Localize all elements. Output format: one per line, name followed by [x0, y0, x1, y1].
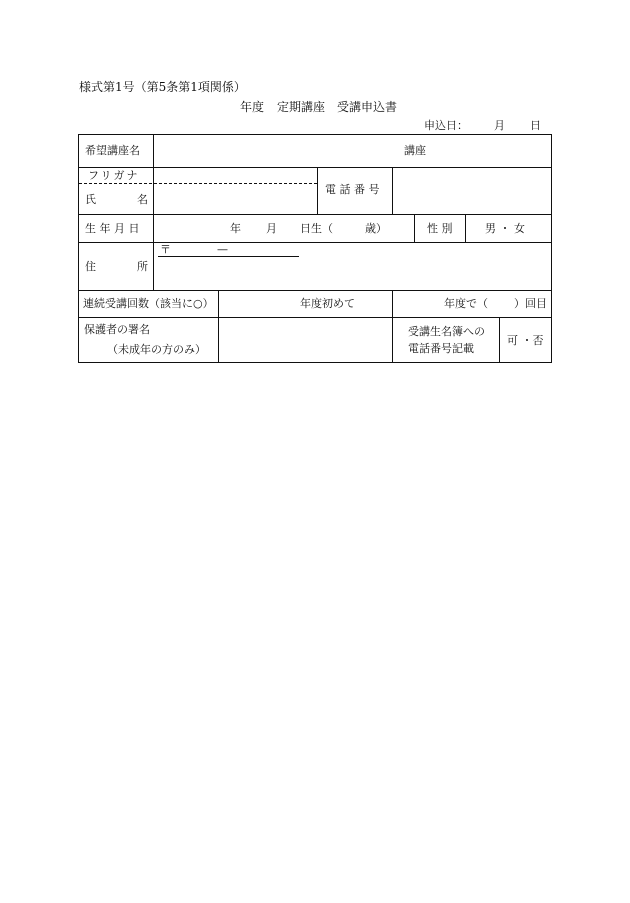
application-date-label: 申込日：: [424, 119, 468, 132]
course-suffix: 講座: [404, 144, 426, 157]
birth-label: 生 年 月 日: [85, 222, 140, 235]
form-number: 様式第1号（第5条第1項関係）: [79, 80, 246, 94]
label-column-divider: [153, 134, 154, 290]
gender-right-divider: [465, 214, 466, 242]
row-divider-birth: [78, 242, 552, 243]
consecutive-first-time: 年度初めて: [300, 297, 355, 310]
birth-age: 歳）: [365, 222, 387, 235]
name-label-left: 氏: [85, 193, 96, 206]
postal-underline: [158, 256, 299, 257]
phone-label-left-divider: [317, 167, 318, 214]
phone-label-right-divider: [392, 167, 393, 214]
roster-options-divider: [499, 317, 500, 363]
application-date-day: 日: [530, 119, 541, 132]
phone-label: 電 話 番 号: [325, 183, 380, 196]
row-divider-course: [78, 167, 552, 168]
roster-options: 可 ・否: [507, 334, 544, 347]
course-label: 希望講座名: [85, 144, 140, 157]
title-year-prefix: 年度: [240, 100, 265, 114]
guardian-note: （未成年の方のみ）: [107, 343, 206, 356]
birth-day: 日生（: [300, 222, 333, 235]
address-label-left: 住: [85, 260, 96, 273]
consecutive-label-divider: [218, 290, 219, 363]
postal-dash: —: [217, 243, 228, 256]
consecutive-mid-divider: [392, 290, 393, 363]
roster-label-line2: 電話番号記載: [408, 342, 474, 355]
consecutive-times-prefix: 年度で（: [444, 297, 488, 310]
application-date-month: 月: [494, 119, 505, 132]
row-divider-address: [78, 290, 552, 291]
row-divider-name: [78, 214, 552, 215]
birth-month: 月: [266, 222, 277, 235]
row-divider-consecutive: [78, 317, 552, 318]
page-title: 定期講座 受講申込書: [277, 100, 398, 114]
gender-left-divider: [414, 214, 415, 242]
gender-options: 男 ・ 女: [485, 222, 525, 235]
postal-mark: 〒: [160, 243, 171, 256]
address-label-right: 所: [137, 260, 148, 273]
furigana-label: フリガナ: [88, 169, 140, 182]
birth-year: 年: [230, 222, 241, 235]
gender-label: 性 別: [427, 222, 453, 235]
roster-label-line1: 受講生名簿への: [408, 325, 485, 338]
guardian-label: 保護者の署名: [84, 323, 150, 336]
furigana-divider: [79, 183, 317, 184]
consecutive-times-suffix: ）回目: [514, 297, 547, 310]
name-label-right: 名: [137, 193, 148, 206]
consecutive-label: 連続受講回数（該当に○）: [83, 297, 214, 310]
